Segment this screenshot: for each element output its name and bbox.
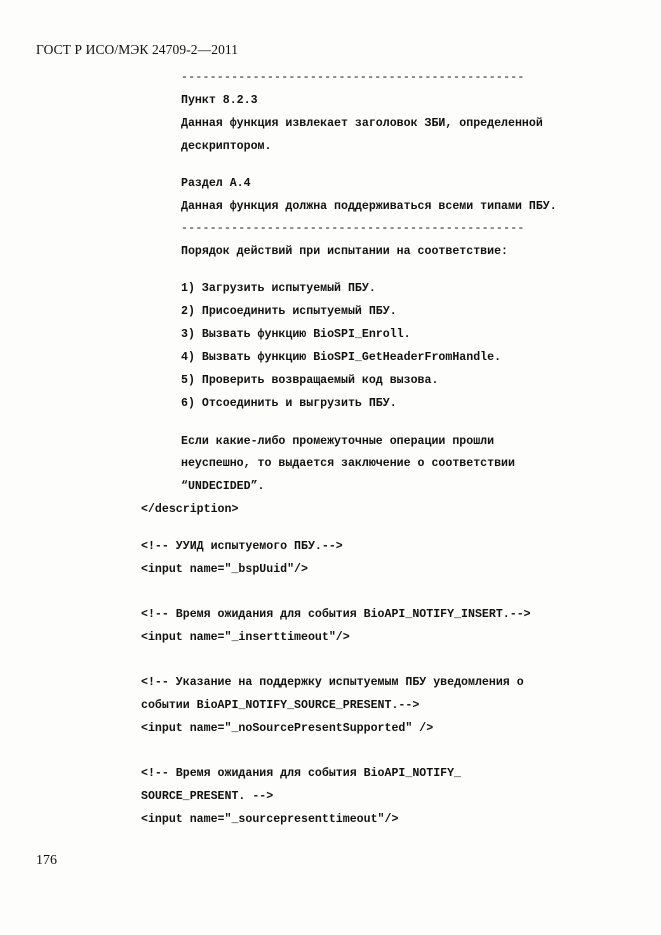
- code-input: <input name="_sourcepresenttimeout"/>: [141, 813, 399, 826]
- code-input: <input name="_bspUuid"/>: [141, 563, 308, 576]
- code-comment: <!-- Время ожидания для события BioAPI_NOTIFY_INSERT.-->: [141, 608, 531, 621]
- code-comment: SOURCE_PRESENT. -->: [141, 790, 274, 803]
- note-line: “UNDECIDED”.: [181, 480, 265, 493]
- section-label: Раздел А.4: [181, 177, 251, 190]
- procedure-step: 1) Загрузить испытуемый ПБУ.: [181, 282, 376, 295]
- procedure-intro: Порядок действий при испытании на соответствие:: [181, 245, 508, 258]
- procedure-step: 3) Вызвать функцию BioSPI_Enroll.: [181, 328, 411, 341]
- procedure-step: 6) Отсоединить и выгрузить ПБУ.: [181, 397, 397, 410]
- page-number: 176: [36, 853, 57, 868]
- procedure-step: 4) Вызвать функцию BioSPI_GetHeaderFromHandle.: [181, 351, 502, 364]
- separator-line: ------------------------------------------------: [181, 71, 525, 84]
- code-comment: <!-- УУИД испытуемого ПБУ.-->: [141, 540, 343, 553]
- code-comment: <!-- Указание на поддержку испытуемым ПБУ уведомления о: [141, 676, 524, 689]
- clause-text-line: Данная функция извлекает заголовок ЗБИ, определенной: [181, 117, 543, 130]
- code-comment: событии BioAPI_NOTIFY_SOURCE_PRESENT.-->: [141, 699, 420, 712]
- note-line: неуспешно, то выдается заключение о соответствии: [181, 457, 515, 470]
- separator-line: ------------------------------------------------: [181, 222, 525, 235]
- clause-label: Пункт 8.2.3: [181, 94, 258, 107]
- code-input: <input name="_noSourcePresentSupported" />: [141, 722, 434, 735]
- document-header: ГОСТ Р ИСО/МЭК 24709-2—2011: [36, 42, 239, 57]
- clause-text-line: дескриптором.: [181, 140, 272, 153]
- description-close-tag: </description>: [141, 503, 239, 516]
- code-input: <input name="_inserttimeout"/>: [141, 631, 350, 644]
- code-comment: <!-- Время ожидания для события BioAPI_NOTIFY_: [141, 767, 462, 780]
- procedure-step: 2) Присоединить испытуемый ПБУ.: [181, 305, 397, 318]
- note-line: Если какие-либо промежуточные операции прошли: [181, 435, 495, 448]
- procedure-step: 5) Проверить возвращаемый код вызова.: [181, 374, 439, 387]
- section-text: Данная функция должна поддерживаться всеми типами ПБУ.: [181, 200, 557, 213]
